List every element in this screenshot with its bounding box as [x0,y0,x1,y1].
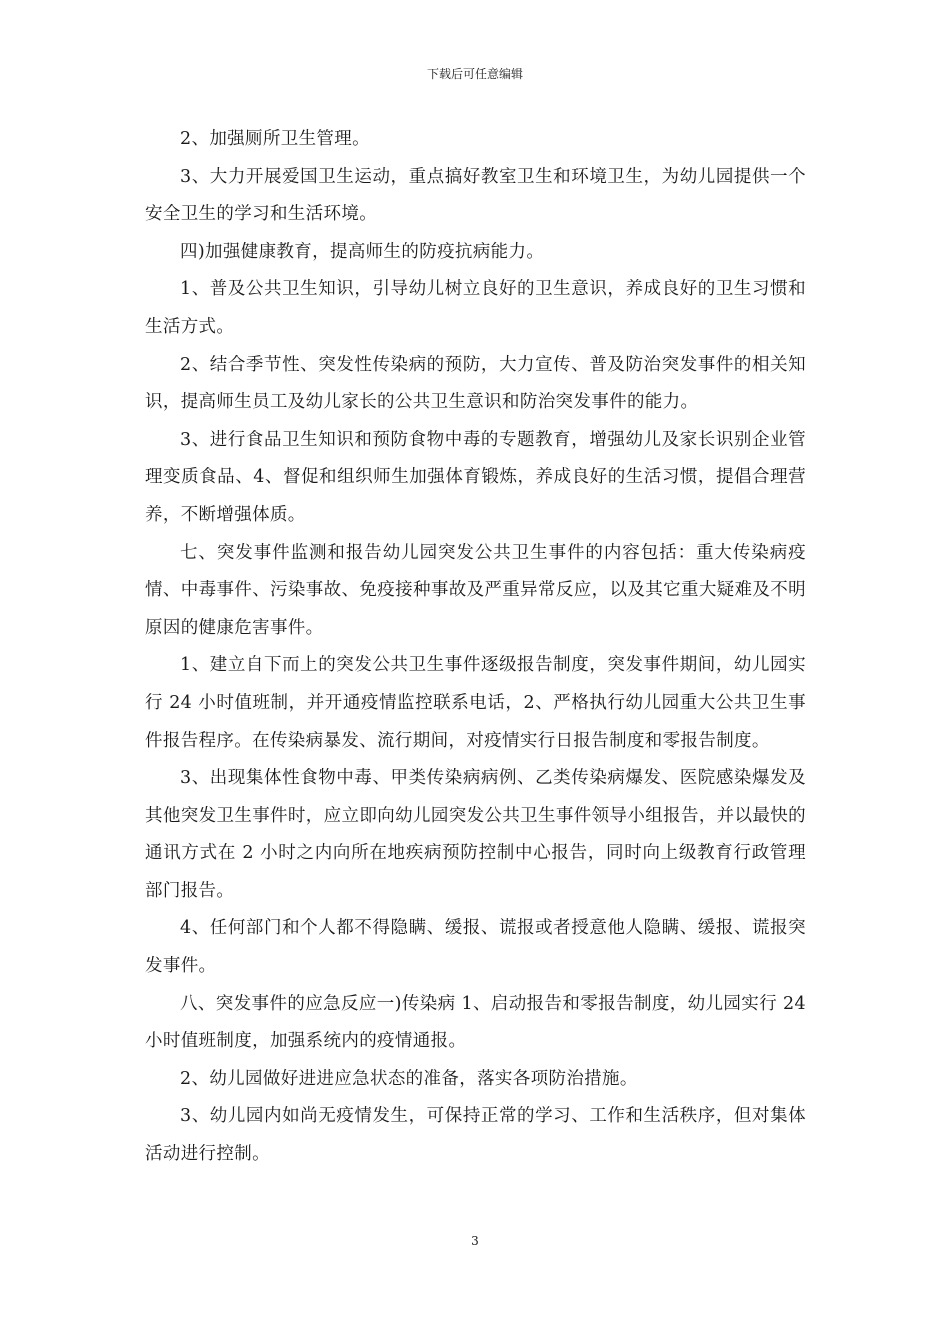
document-body [145,121,806,1174]
paragraph: 1、普及公共卫生知识，引导幼儿树立良好的卫生意识，养成良好的卫生习惯和生活方式。 [145,279,806,337]
page-header-note: 下载后可任意编辑 [426,67,523,81]
paragraph: 七、突发事件监测和报告幼儿园突发公共卫生事件的内容包括：重大传染病疫情、中毒事件、污染事故、免疫接种事故及严重异常反应，以及其它重大疑难及不明原因的健康危害事件。 [145,542,806,638]
paragraph: 2、结合季节性、突发性传染病的预防，大力宣传、普及防治突发事件的相关知识，提高师生员工及幼儿家长的公共卫生意识和防治突发事件的能力。 [145,354,806,413]
paragraph: 3、出现集体性食物中毒、甲类传染病病例、乙类传染病爆发、医院感染爆发及其他突发卫生事件时，应立即向幼儿园突发公共卫生事件领导小组报告，并以最快的通讯方式在 2 小时之内向所在地疾病预防控制中心报告，同时向上级教育行政管理部门报告。 [145,768,806,901]
paragraph: 2、加强厕所卫生管理。 [180,129,370,149]
paragraph: 八、突发事件的应急反应一)传染病 1、启动报告和零报告制度，幼儿园实行 24 小时值班制度，加强系统内的疫情通报。 [145,993,806,1052]
paragraph: 2、幼儿园做好进进应急状态的准备，落实各项防治措施。 [180,1068,638,1089]
page-number: 3 [471,1234,479,1248]
paragraph: 4、任何部门和个人都不得隐瞒、缓报、谎报或者授意他人隐瞒、缓报、谎报突发事件。 [145,918,806,977]
paragraph: 四)加强健康教育，提高师生的防疫抗病能力。 [180,241,545,262]
paragraph: 3、大力开展爱国卫生运动，重点搞好教室卫生和环境卫生，为幼儿园提供一个安全卫生的学习和生活环境。 [145,166,806,225]
paragraph: 3、幼儿园内如尚无疫情发生，可保持正常的学习、工作和生活秩序，但对集体活动进行控制。 [145,1106,806,1165]
paragraph: 1、建立自下而上的突发公共卫生事件逐级报告制度，突发事件期间，幼儿园实行 24 小时值班制，并开通疫情监控联系电话，2、严格执行幼儿园重大公共卫生事件报告程序。在传染病暴发、流行期间，对疫情实行日报告制度和零报告制度。 [145,655,806,751]
paragraph: 3、进行食品卫生知识和预防食物中毒的专题教育，增强幼儿及家长识别企业管理变质食品、4、督促和组织师生加强体育锻炼，养成良好的生活习惯，提倡合理营养，不断增强体质。 [145,429,806,525]
